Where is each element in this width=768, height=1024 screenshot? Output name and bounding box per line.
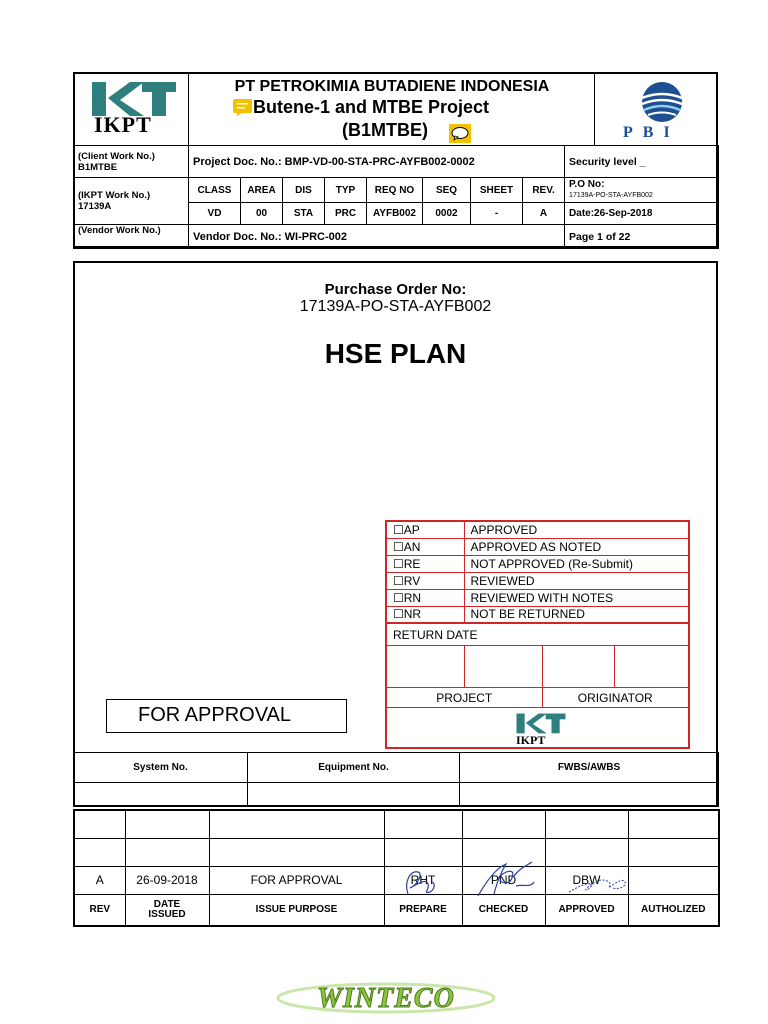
code-header-typ: TYP — [325, 178, 367, 203]
company-title: PT PETROKIMIA BUTADIENE INDONESIA — [234, 78, 550, 95]
system-no-value — [74, 783, 248, 807]
security-level: Security level _ — [565, 146, 719, 178]
signature-pnd — [472, 858, 540, 900]
code-header-sheet: SHEET — [471, 178, 523, 203]
project-title: Butene-1 and MTBE Project — [253, 97, 490, 117]
note-icon-2 — [449, 124, 471, 143]
signature-rht — [400, 864, 440, 900]
code-value-class: VD — [189, 203, 241, 225]
project-label: PROJECT — [386, 688, 542, 708]
for-approval-label: FOR APPROVAL — [138, 704, 292, 726]
equipment-no-header: Equipment No. — [248, 753, 460, 783]
project-code: (B1MTBE) — [342, 120, 428, 140]
date-issued-value: 26-09-2018 — [125, 866, 209, 894]
autholized-value — [628, 866, 719, 894]
return-day — [386, 646, 464, 688]
approval-row-ap: ☐AP APPROVED — [386, 521, 689, 538]
code-value-area: 00 — [241, 203, 283, 225]
equipment-no-value — [248, 783, 460, 807]
approval-stamp — [385, 520, 690, 624]
vendor-work-label: (Vendor Work No.) — [74, 225, 189, 249]
revision-table — [73, 809, 720, 927]
code-value-rev: A — [523, 203, 565, 225]
pbi-globe-icon — [632, 80, 702, 124]
system-table — [73, 752, 719, 807]
fwbs-header: FWBS/AWBS — [460, 753, 719, 783]
approved-value: DBW — [545, 866, 628, 894]
revision-empty-row — [74, 838, 719, 866]
prepare-header: PREPARE — [384, 894, 462, 926]
approval-row-re: ☐RE NOT APPROVED (Re-Submit) — [386, 555, 689, 572]
po-title: Purchase Order No: — [324, 281, 467, 298]
po-number: 17139A-PO-STA-AYFB002 — [299, 298, 492, 315]
fwbs-value — [460, 783, 719, 807]
checked-value: PND — [462, 866, 545, 894]
code-value-dis: STA — [283, 203, 325, 225]
ikpt-logo — [86, 78, 182, 142]
pbi-logo — [623, 80, 702, 144]
code-header-dis: DIS — [283, 178, 325, 203]
code-value-req: AYFB002 — [367, 203, 423, 225]
return-sign — [614, 646, 689, 688]
issue-purpose-value: FOR APPROVAL — [209, 866, 384, 894]
page-number: Page 1 of 22 — [565, 225, 719, 249]
code-value-seq: 0002 — [423, 203, 471, 225]
ikpt-logo-text: IKPT — [94, 112, 152, 137]
signature-dbw — [565, 872, 629, 898]
doc-date: Date:26-Sep-2018 — [565, 203, 719, 225]
checked-header: CHECKED — [462, 894, 545, 926]
return-year — [542, 646, 614, 688]
doc-info-table — [73, 145, 719, 249]
pbi-logo-text: PBI — [623, 124, 680, 141]
project-doc-no: Project Doc. No.: BMP-VD-00-STA-PRC-AYFB002-0002 — [189, 146, 565, 178]
autholized-header: AUTHOLIZED — [628, 894, 719, 926]
code-header-class: CLASS — [189, 178, 241, 203]
client-work-cell: (Client Work No.) B1MTBE — [74, 146, 189, 178]
document-title: HSE PLAN — [324, 338, 467, 369]
revision-empty-row — [74, 810, 719, 838]
rev-header: REV — [74, 894, 125, 926]
approval-row-nr: ☐NR NOT BE RETURNED — [386, 606, 689, 623]
code-value-typ: PRC — [325, 203, 367, 225]
stamp-ikpt-logo: IKPT — [513, 712, 573, 746]
revision-header-row — [74, 894, 719, 926]
prepare-value: RHT — [384, 866, 462, 894]
code-value-sheet: - — [471, 203, 523, 225]
approval-row-an: ☐AN APPROVED AS NOTED — [386, 538, 689, 555]
rev-value: A — [74, 866, 125, 894]
date-issued-header: DATE ISSUED — [125, 894, 209, 926]
return-date-label: RETURN DATE — [386, 624, 689, 646]
for-approval-box — [106, 699, 347, 733]
return-month — [464, 646, 542, 688]
code-header-req: REQ NO — [367, 178, 423, 203]
code-header-rev: REV. — [523, 178, 565, 203]
approval-row-rn: ☐RN REVIEWED WITH NOTES — [386, 589, 689, 606]
system-no-header: System No. — [74, 753, 248, 783]
note-icon-1 — [233, 99, 252, 116]
approved-header: APPROVED — [545, 894, 628, 926]
winteco-logo — [276, 980, 496, 1014]
approval-row-rv: ☐RV REVIEWED — [386, 572, 689, 589]
code-header-area: AREA — [241, 178, 283, 203]
ikpt-work-cell: (IKPT Work No.) 17139A — [74, 178, 189, 225]
code-header-seq: SEQ — [423, 178, 471, 203]
po-cell: P.O No: 17139A-PO-STA-AYFB002 — [565, 178, 719, 203]
originator-label: ORIGINATOR — [542, 688, 689, 708]
vendor-doc-no: Vendor Doc. No.: WI-PRC-002 — [189, 225, 565, 249]
winteco-logo-text: WINTECO — [317, 983, 455, 1014]
issue-purpose-header: ISSUE PURPOSE — [209, 894, 384, 926]
